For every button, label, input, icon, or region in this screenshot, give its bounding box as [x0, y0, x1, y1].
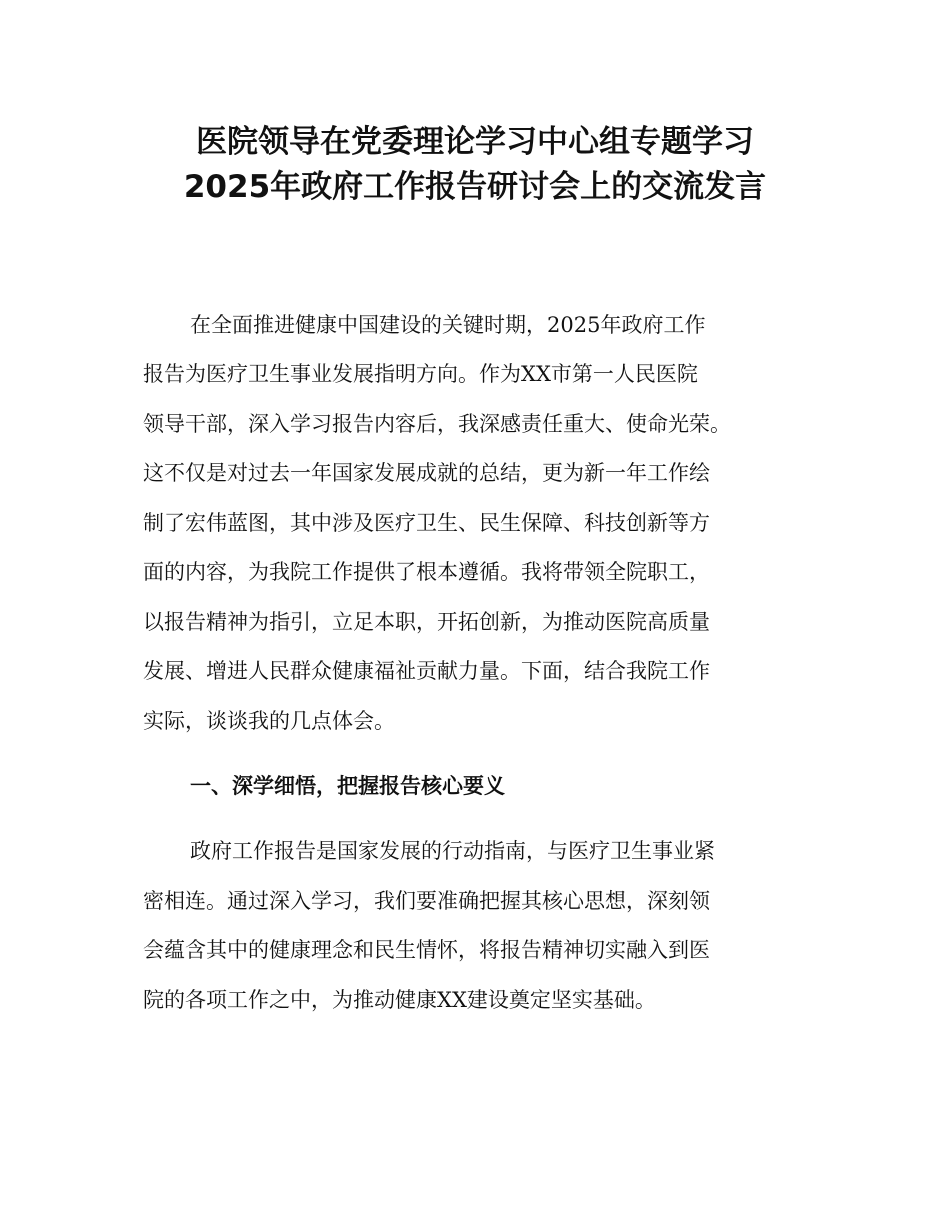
intro-paragraph-line: 以报告精神为指引，立足本职，开拓创新，为推动医院高质量 — [143, 610, 710, 634]
document-title-line-1: 医院领导在党委理论学习中心组专题学习 — [196, 124, 754, 160]
section-paragraph-line: 院的各项工作之中，为推动健康XX建设奠定坚实基础。 — [143, 988, 656, 1012]
intro-paragraph-line: 这不仅是对过去一年国家发展成就的总结，更为新一年工作绘 — [143, 461, 710, 485]
section-paragraph-line: 政府工作报告是国家发展的行动指南，与医疗卫生事业紧 — [190, 839, 715, 863]
document-title-line-2: 2025年政府工作报告研讨会上的交流发言 — [183, 169, 767, 205]
intro-paragraph-line: 发展、增进人民群众健康福祉贡献力量。下面，结合我院工作 — [143, 659, 710, 683]
intro-paragraph-line: 制了宏伟蓝图，其中涉及医疗卫生、民生保障、科技创新等方 — [143, 511, 710, 535]
section-paragraph-line: 会蕴含其中的健康理念和民生情怀，将报告精神切实融入到医 — [143, 938, 710, 962]
intro-paragraph-line: 领导干部，深入学习报告内容后，我深感责任重大、使命光荣。 — [143, 412, 731, 436]
intro-paragraph-line: 报告为医疗卫生事业发展指明方向。作为XX市第一人民医院 — [143, 362, 698, 386]
intro-paragraph-line: 面的内容，为我院工作提供了根本遵循。我将带领全院职工， — [143, 560, 710, 584]
intro-paragraph-line: 在全面推进健康中国建设的关键时期，2025年政府工作 — [190, 313, 706, 337]
section-paragraph-line: 密相连。通过深入学习，我们要准确把握其核心思想，深刻领 — [143, 889, 710, 913]
intro-paragraph-line: 实际，谈谈我的几点体会。 — [143, 709, 395, 733]
section-heading: 一、深学细悟，把握报告核心要义 — [190, 774, 505, 798]
